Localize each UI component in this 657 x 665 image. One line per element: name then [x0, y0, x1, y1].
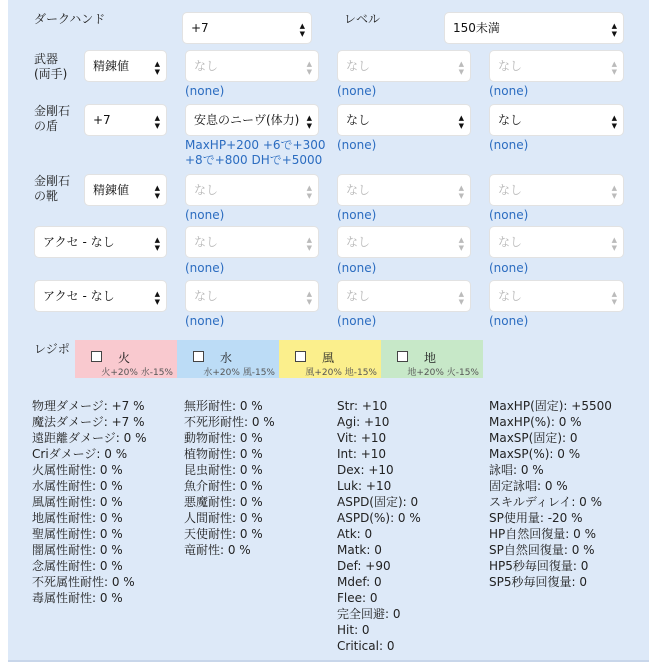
select-arrows-icon: ▲ ▼ [611, 60, 617, 76]
weapon-label: 武器 (両手) [34, 52, 68, 81]
stat-line: Mdef: 0 [337, 575, 382, 589]
stat-line: 火属性耐性: 0 % [32, 463, 123, 477]
slot-value: なし [498, 235, 523, 249]
select-arrows-icon: ▲ ▼ [611, 236, 617, 252]
accessory-2-slot-2-note: (none) [337, 314, 377, 328]
weapon-refine-value: 精錬値 [93, 59, 130, 73]
stat-line: 動物耐性: 0 % [184, 431, 263, 445]
slot-value: なし [194, 289, 219, 303]
select-arrows-icon: ▲ ▼ [154, 236, 160, 252]
element-effect: 地+20% 火-15% [407, 368, 479, 378]
equipment-panel [8, 0, 649, 662]
select-arrows-icon: ▲ ▼ [458, 60, 464, 76]
weapon-card-slot-1[interactable] [185, 50, 319, 82]
shield-slot-2-note: (none) [337, 138, 377, 152]
accessory-2-value: アクセ - なし [43, 289, 115, 303]
stat-line: 竜耐性: 0 % [184, 543, 251, 557]
stat-line: 人間耐性: 0 % [184, 511, 263, 525]
shield-card-slot-2[interactable] [337, 104, 471, 136]
stat-line: スキルディレイ: 0 % [489, 495, 603, 509]
accessory-2-select[interactable] [34, 280, 167, 312]
stat-line: 地属性耐性: 0 % [32, 511, 123, 525]
stat-line: 魚介耐性: 0 % [184, 479, 263, 493]
select-arrows-icon: ▲ ▼ [154, 290, 160, 306]
shoes-label: 金剛石 の靴 [34, 174, 71, 203]
class-label: ダークハンド [34, 12, 106, 26]
stats-column-base [337, 398, 421, 654]
stat-line: SP5秒毎回復量: 0 [489, 575, 587, 589]
stat-line: Hit: 0 [337, 623, 370, 637]
accessory-1-card-slot-1[interactable] [185, 226, 319, 258]
stat-line: Def: +90 [337, 559, 391, 573]
select-arrows-icon: ▲ ▼ [611, 290, 617, 306]
stat-line: MaxSP(%): 0 % [489, 447, 581, 461]
accessory-2-slot-3-note: (none) [489, 314, 529, 328]
select-arrows-icon: ▲ ▼ [154, 60, 160, 76]
stat-line: 詠唱: 0 % [489, 463, 544, 477]
shield-card-slot-3[interactable] [489, 104, 624, 136]
shield-label: 金剛石 の盾 [34, 104, 71, 133]
shoes-card-slot-2[interactable] [337, 174, 471, 206]
stat-line: Vit: +10 [337, 431, 387, 445]
stat-line: 毒属性耐性: 0 % [32, 591, 123, 605]
shield-refine-value: +7 [93, 113, 111, 127]
shield-slot-3-note: (none) [489, 138, 529, 152]
stat-line: Atk: 0 [337, 527, 373, 541]
shoes-card-slot-3[interactable] [489, 174, 624, 206]
select-arrows-icon: ▲ ▼ [458, 290, 464, 306]
refine-select-value: +7 [191, 21, 209, 35]
stats-column-damage [32, 398, 146, 606]
stat-line: Flee: 0 [337, 591, 378, 605]
accessory-1-slot-3-note: (none) [489, 261, 529, 275]
stat-line: 聖属性耐性: 0 % [32, 527, 123, 541]
select-arrows-icon: ▲ ▼ [611, 184, 617, 200]
accessory-2-card-slot-1[interactable] [185, 280, 319, 312]
slot-value: なし [346, 183, 371, 197]
accessory-1-slot-2-note: (none) [337, 261, 377, 275]
select-arrows-icon: ▲ ▼ [299, 22, 305, 38]
stat-line: Str: +10 [337, 399, 388, 413]
stat-line: SP使用量: -20 % [489, 511, 583, 525]
accessory-2-card-slot-2[interactable] [337, 280, 471, 312]
slot-value: なし [498, 289, 523, 303]
checkbox[interactable] [91, 351, 102, 362]
slot-value: なし [194, 59, 219, 73]
stat-line: Luk: +10 [337, 479, 392, 493]
stat-line: 昆虫耐性: 0 % [184, 463, 263, 477]
checkbox[interactable] [193, 351, 204, 362]
accessory-1-value: アクセ - なし [43, 235, 115, 249]
stat-line: 固定詠唱: 0 % [489, 479, 568, 493]
checkbox[interactable] [295, 351, 306, 362]
checkbox[interactable] [397, 351, 408, 362]
stats-column-race [184, 398, 275, 558]
slot-value: なし [194, 183, 219, 197]
shoes-slot-1-note: (none) [185, 208, 225, 222]
refine-select[interactable] [182, 12, 312, 44]
stat-line: 遠距離ダメージ: 0 % [32, 431, 147, 445]
stat-line: Dex: +10 [337, 463, 394, 477]
weapon-card-slot-3[interactable] [489, 50, 624, 82]
stat-line: 無形耐性: 0 % [184, 399, 263, 413]
slot-value: なし [498, 59, 523, 73]
resist-label: レジポ [34, 342, 70, 356]
accessory-1-slot-1-note: (none) [185, 261, 225, 275]
weapon-slot-1-note: (none) [185, 84, 225, 98]
accessory-2-card-slot-3[interactable] [489, 280, 624, 312]
slot-value: 安息のニーヴ(体力) [194, 113, 300, 127]
stat-line: ASPD(固定): 0 [337, 495, 419, 509]
resist-wind-toggle[interactable] [279, 340, 381, 378]
slot-value: なし [346, 59, 371, 73]
stat-line: 風属性耐性: 0 % [32, 495, 123, 509]
stat-line: 念属性耐性: 0 % [32, 559, 123, 573]
stat-line: MaxHP(固定): +5500 [489, 399, 612, 413]
select-arrows-icon: ▲ ▼ [458, 184, 464, 200]
select-arrows-icon: ▲ ▼ [306, 290, 312, 306]
stat-line: Int: +10 [337, 447, 387, 461]
stat-line: 完全回避: 0 [337, 607, 401, 621]
weapon-slot-2-note: (none) [337, 84, 377, 98]
weapon-refine-select[interactable] [84, 50, 167, 82]
stat-line: Matk: 0 [337, 543, 382, 557]
stat-line: 不死属性耐性: 0 % [32, 575, 135, 589]
slot-value: なし [346, 235, 371, 249]
select-arrows-icon: ▲ ▼ [306, 60, 312, 76]
select-arrows-icon: ▲ ▼ [611, 114, 617, 130]
stat-line: 植物耐性: 0 % [184, 447, 263, 461]
stat-line: SP自然回復量: 0 % [489, 543, 595, 557]
stat-line: 天使耐性: 0 % [184, 527, 263, 541]
select-arrows-icon: ▲ ▼ [611, 22, 617, 38]
level-select[interactable] [444, 12, 624, 44]
stat-line: Agi: +10 [337, 415, 390, 429]
stat-line: 不死形耐性: 0 % [184, 415, 275, 429]
shoes-card-slot-1[interactable] [185, 174, 319, 206]
element-name: 地 [424, 351, 437, 365]
shield-refine-select[interactable] [84, 104, 167, 136]
weapon-slot-3-note: (none) [489, 84, 529, 98]
resist-fire-toggle[interactable] [75, 340, 177, 378]
stat-line: 物理ダメージ: +7 % [32, 399, 145, 413]
stat-line: HP5秒毎回復量: 0 [489, 559, 589, 573]
stat-line: 魔法ダメージ: +7 % [32, 415, 145, 429]
slot-value: なし [498, 183, 523, 197]
stat-line: Criダメージ: 0 % [32, 447, 128, 461]
stat-line: 闇属性耐性: 0 % [32, 543, 123, 557]
resist-water-toggle[interactable] [177, 340, 279, 378]
shield-slot-1-note: MaxHP+200 +6で+300 +8で+800 DHで+5000 [185, 138, 326, 167]
select-arrows-icon: ▲ ▼ [154, 184, 160, 200]
element-effect: 火+20% 水-15% [101, 368, 173, 378]
shoes-slot-3-note: (none) [489, 208, 529, 222]
element-name: 風 [322, 351, 335, 365]
select-arrows-icon: ▲ ▼ [306, 184, 312, 200]
accessory-1-select[interactable] [34, 226, 167, 258]
shoes-slot-2-note: (none) [337, 208, 377, 222]
select-arrows-icon: ▲ ▼ [458, 114, 464, 130]
element-effect: 水+20% 風-15% [203, 368, 275, 378]
level-label: レベル [344, 12, 381, 26]
select-arrows-icon: ▲ ▼ [154, 114, 160, 130]
element-name: 火 [118, 351, 131, 365]
shoes-refine-value: 精錬値 [93, 183, 130, 197]
element-name: 水 [220, 351, 233, 365]
accessory-2-slot-1-note: (none) [185, 314, 225, 328]
stat-line: MaxHP(%): 0 % [489, 415, 582, 429]
slot-value: なし [194, 235, 219, 249]
accessory-1-card-slot-3[interactable] [489, 226, 624, 258]
select-arrows-icon: ▲ ▼ [306, 114, 312, 130]
stat-line: 悪魔耐性: 0 % [184, 495, 263, 509]
slot-value: なし [346, 113, 371, 127]
stats-column-hp-sp [489, 398, 612, 590]
slot-value: なし [346, 289, 371, 303]
stat-line: Critical: 0 [337, 639, 395, 653]
stat-line: MaxSP(固定): 0 [489, 431, 578, 445]
element-effect: 風+20% 地-15% [305, 368, 377, 378]
stat-line: 水属性耐性: 0 % [32, 479, 123, 493]
select-arrows-icon: ▲ ▼ [306, 236, 312, 252]
slot-value: なし [498, 113, 523, 127]
shoes-refine-select[interactable] [84, 174, 167, 206]
level-select-value: 150未満 [453, 21, 500, 35]
weapon-card-slot-2[interactable] [337, 50, 471, 82]
stat-line: HP自然回復量: 0 % [489, 527, 596, 541]
select-arrows-icon: ▲ ▼ [458, 236, 464, 252]
accessory-1-card-slot-2[interactable] [337, 226, 471, 258]
stat-line: ASPD(%): 0 % [337, 511, 421, 525]
resist-earth-toggle[interactable] [381, 340, 483, 378]
shield-card-slot-1[interactable] [185, 104, 319, 136]
